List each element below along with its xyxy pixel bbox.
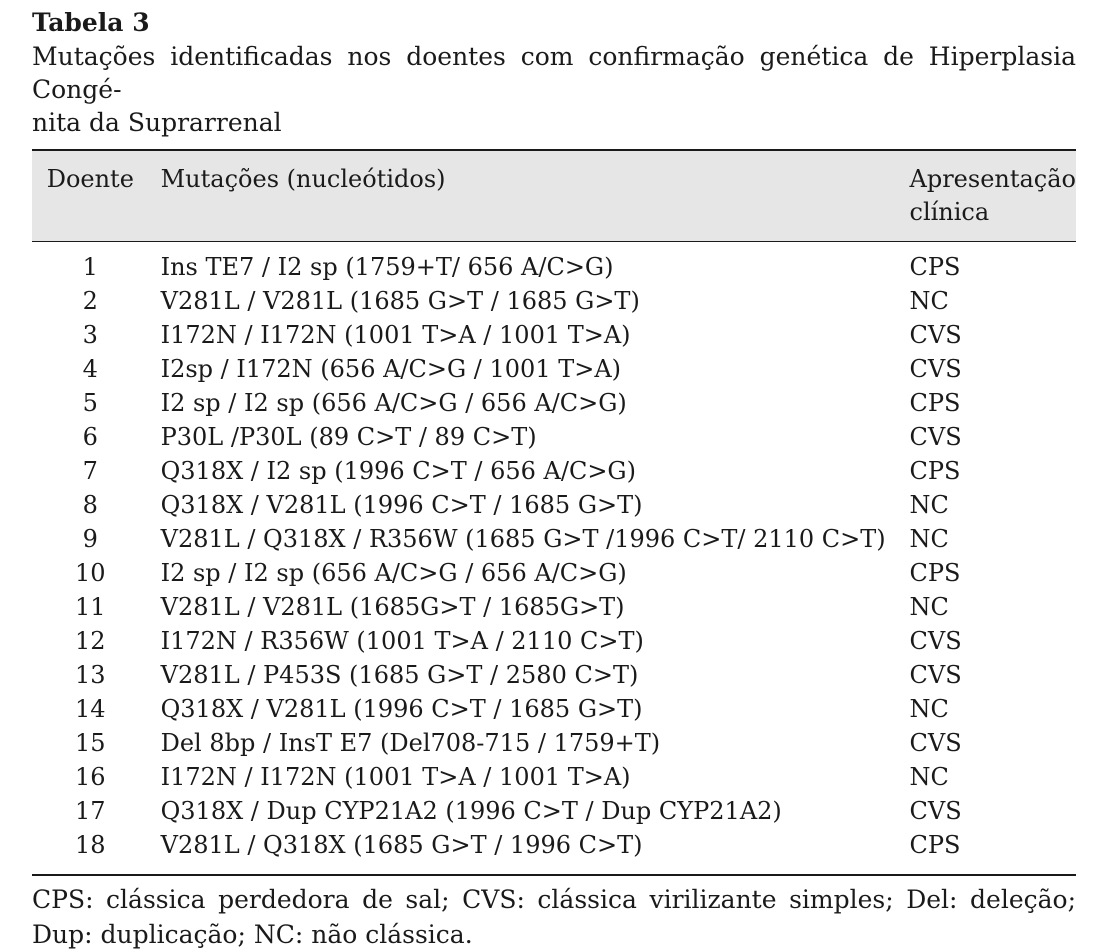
cell-doente: 12 <box>75 627 106 655</box>
table-row <box>32 284 1076 318</box>
table-row <box>32 242 1076 285</box>
cell-mutacoes: Q318X / V281L (1996 C>T / 1685 G>T) <box>160 695 643 723</box>
header-mutacoes: Mutações (nucleótidos) <box>160 165 446 193</box>
table-row <box>32 522 1076 556</box>
table-title: Tabela 3 <box>32 8 150 37</box>
cell-apresentacao: CVS <box>909 729 962 757</box>
table-row <box>32 828 1076 875</box>
cell-apresentacao: CPS <box>909 457 961 485</box>
cell-apresentacao: CVS <box>909 661 962 689</box>
cell-mutacoes: Q318X / I2 sp (1996 C>T / 656 A/C>G) <box>160 457 636 485</box>
cell-mutacoes: I2 sp / I2 sp (656 A/C>G / 656 A/C>G) <box>160 559 627 587</box>
table-row <box>32 454 1076 488</box>
cell-mutacoes: V281L / V281L (1685 G>T / 1685 G>T) <box>160 287 640 315</box>
cell-apresentacao: CVS <box>909 797 962 825</box>
cell-doente: 1 <box>82 253 98 281</box>
cell-apresentacao: CPS <box>909 253 961 281</box>
cell-mutacoes: I172N / I172N (1001 T>A / 1001 T>A) <box>160 763 631 791</box>
cell-apresentacao: NC <box>909 491 949 519</box>
cell-apresentacao: CVS <box>909 627 962 655</box>
table-header <box>32 150 1076 242</box>
cell-mutacoes: Ins TE7 / I2 sp (1759+T/ 656 A/C>G) <box>160 253 614 281</box>
cell-doente: 5 <box>82 389 98 417</box>
table-caption-line-2: nita da Suprarrenal <box>32 108 282 137</box>
cell-apresentacao: NC <box>909 287 949 315</box>
table-row <box>32 352 1076 386</box>
cell-mutacoes: I172N / I172N (1001 T>A / 1001 T>A) <box>160 321 631 349</box>
cell-doente: 8 <box>82 491 98 519</box>
table-caption-line-1: Mutações identificadas nos doentes com confirmação genética de Hiperplasia Congé- <box>32 42 1076 104</box>
table-row <box>32 488 1076 522</box>
cell-doente: 14 <box>75 695 106 723</box>
table-row <box>32 386 1076 420</box>
cell-mutacoes: Del 8bp / InsT E7 (Del708-715 / 1759+T) <box>160 729 661 757</box>
table-row <box>32 556 1076 590</box>
cell-mutacoes: V281L / V281L (1685G>T / 1685G>T) <box>160 593 625 621</box>
cell-doente: 7 <box>82 457 98 485</box>
table-row <box>32 726 1076 760</box>
table-row <box>32 760 1076 794</box>
table-row <box>32 692 1076 726</box>
cell-doente: 6 <box>82 423 98 451</box>
table-body <box>32 242 1076 876</box>
cell-apresentacao: NC <box>909 593 949 621</box>
table-caption <box>32 40 1076 139</box>
cell-doente: 2 <box>82 287 98 315</box>
cell-mutacoes: I172N / R356W (1001 T>A / 2110 C>T) <box>160 627 644 655</box>
header-doente: Doente <box>46 165 134 193</box>
table-row <box>32 658 1076 692</box>
cell-doente: 11 <box>75 593 106 621</box>
cell-apresentacao: NC <box>909 695 949 723</box>
cell-apresentacao: CPS <box>909 831 961 859</box>
table-row <box>32 420 1076 454</box>
cell-doente: 15 <box>75 729 106 757</box>
cell-mutacoes: P30L /P30L (89 C>T / 89 C>T) <box>160 423 537 451</box>
header-apresentacao-line-1: Apresentação <box>909 165 1076 193</box>
table-document <box>32 6 1076 952</box>
cell-doente: 10 <box>75 559 106 587</box>
cell-apresentacao: NC <box>909 763 949 791</box>
cell-doente: 16 <box>75 763 106 791</box>
cell-apresentacao: CVS <box>909 423 962 451</box>
table-row <box>32 794 1076 828</box>
cell-apresentacao: NC <box>909 525 949 553</box>
header-apresentacao <box>910 150 1077 242</box>
table-footnote: CPS: clássica perdedora de sal; CVS: clássica virilizante simples; Del: deleção; Dup: duplicação; NC: não clássica. <box>32 885 1076 949</box>
cell-mutacoes: V281L / Q318X / R356W (1685 G>T /1996 C>T/ 2110 C>T) <box>160 525 886 553</box>
cell-doente: 13 <box>75 661 106 689</box>
cell-mutacoes: I2sp / I172N (656 A/C>G / 1001 T>A) <box>160 355 622 383</box>
cell-mutacoes: I2 sp / I2 sp (656 A/C>G / 656 A/C>G) <box>160 389 627 417</box>
cell-apresentacao: CPS <box>909 559 961 587</box>
cell-doente: 9 <box>82 525 98 553</box>
cell-mutacoes: V281L / Q318X (1685 G>T / 1996 C>T) <box>160 831 643 859</box>
table-row <box>32 624 1076 658</box>
cell-apresentacao: CPS <box>909 389 961 417</box>
cell-mutacoes: V281L / P453S (1685 G>T / 2580 C>T) <box>160 661 639 689</box>
mutations-table <box>32 149 1076 876</box>
cell-mutacoes: Q318X / V281L (1996 C>T / 1685 G>T) <box>160 491 643 519</box>
cell-apresentacao: CVS <box>909 355 962 383</box>
header-apresentacao-line-2: clínica <box>909 198 990 226</box>
cell-doente: 18 <box>75 831 106 859</box>
cell-doente: 17 <box>75 797 106 825</box>
table-row <box>32 318 1076 352</box>
cell-apresentacao: CVS <box>909 321 962 349</box>
cell-doente: 3 <box>82 321 98 349</box>
table-header-row <box>32 150 1076 242</box>
cell-doente: 4 <box>82 355 98 383</box>
table-row <box>32 590 1076 624</box>
cell-mutacoes: Q318X / Dup CYP21A2 (1996 C>T / Dup CYP21A2) <box>160 797 782 825</box>
